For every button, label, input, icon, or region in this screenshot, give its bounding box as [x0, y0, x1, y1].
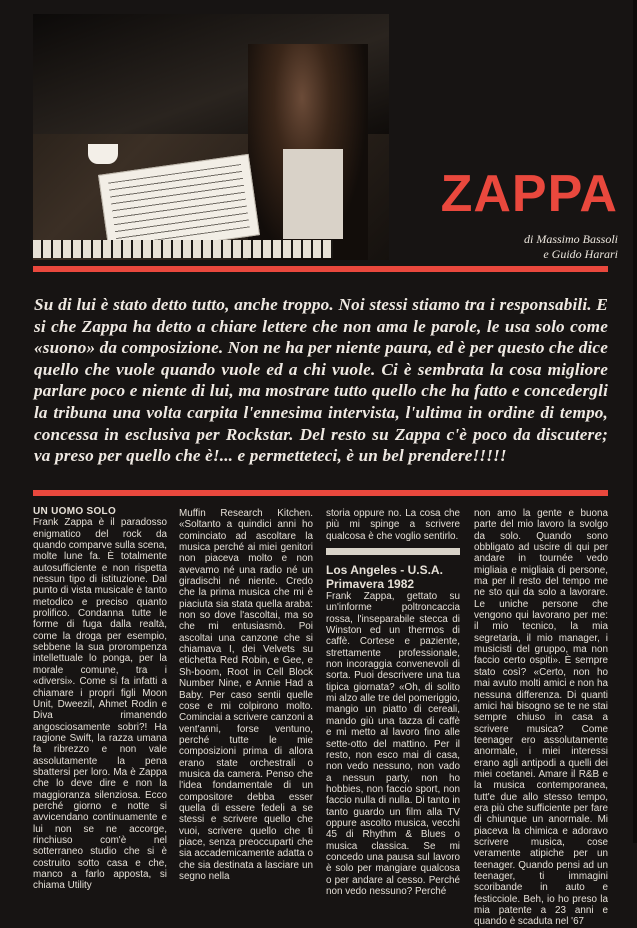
cover-photo: [33, 14, 389, 260]
byline-author-2: e Guido Harari: [543, 247, 618, 261]
column-4-text: non amo la gente e buona parte del mio lavoro la svolgo da solo. Quando sono obbligato ad uscire di qui per andare in tournée vedo migliaia e migliaia di persone, ma per il resto del tempo me ne sto qui da solo a lavorare. Le uniche persone che vengono qui lavorano per me: il mio tecnico, la mia segretaria, il mio manager, i musicisti del gruppo, ma non faccio certo ospiti». È sempre stato così? «Certo, non ho mai avuto molti amici e non ha nessuna differenza. Di quanti amici hai bisogno se te ne stai sempre chiuso in casa a scrivere musica? Come teenager ero assolutamente anormale, i miei interessi erano agli antipodi a quelli dei miei coetanei. Amare il R&B e la musica contemporanea, tutt'e due allo stesso tempo, era più che sufficiente per fare di chiunque un anormale. Mi piaceva la chimica e adoravo scrivere musica, cose veramente atipiche per un teenager. Quando pensi ad un teenager, ti immagini scoribande in auto e festicciole. Beh, io ho preso la mia patente a 23 anni e quando è scaduta nel '67: [474, 508, 608, 928]
column-4: [474, 508, 608, 928]
column-3: [326, 508, 460, 897]
dateline-place: Los Angeles - U.S.A.: [326, 563, 443, 578]
piano-keys: [33, 240, 333, 258]
column-3-text: Frank Zappa, gettato su un'informe poltroncaccia rossa, l'inseparabile stecca di Winston ed un thermos di caffè. Cortese e paziente, strettamente professionale, non incoraggia convenevoli di sorta. Puoi descrivere una tua tipica giornata? «Oh, di solito mi alzo alle tre del pomeriggio, mangio un piatto di cereali, mando giù una tazza di caffè e mi metto al lavoro fino alle sette-otto del mattino. Per il resto, non esco mai di casa, non vedo nessuno, non vado a nessun party, non ho hobbies, non faccio sport, non faccio nulla di nulla. Di tanto in tanto guardo un film alla TV oppure ascolto musica, vecchi 45 di Rhythm & Blues o musica classica. Se mi concedo una pausa sul lavoro è solo per mangiare qualcosa o per andare al cesso. Perché non vedo nessuno? Perché: [326, 591, 460, 897]
column-1: [33, 506, 167, 892]
column-3-divider: [326, 548, 460, 555]
middle-divider: [33, 490, 608, 496]
byline-author-1: di Massimo Bassoli: [523, 232, 618, 246]
column-2-text: Muffin Research Kitchen. «Soltanto a quindici anni ho cominciato ad ascoltare la musica perché ai miei genitori non piaceva molto e non avevamo né una radio né un giradischi né niente. Credo che la prima musica che mi è piaciuta sia stata quella araba: non so dove l'ascoltai, ma so che mi entusiasmò. Poi ascoltai una canzone che si chiamava I, dei Velvets su etichetta Red Robin, e Gee, e Sh-boom, Root in Cell Block Number Nine, e Annie Had a Baby. Per caso sentii quelle cose e mi colpirono molto. Cominciai a scrivere canzoni a vent'anni, forse ventuno, perché tutte le mie composizioni prima di allora erano state orchestrali o musica da camera. Penso che l'idea fondamentale di un compositore debba esser quella di essere fedeli a se stessi e scrivere quello che vuoi, scrivere quello che ti piace, senza preoccuparti che sia accademicamente adatta o che sia destinata a lasciare un segno nella: [179, 508, 313, 882]
section-heading: UN UOMO SOLO: [33, 506, 117, 517]
article-title: ZAPPA: [440, 165, 618, 223]
top-divider: [33, 266, 608, 272]
dateline: [326, 563, 460, 591]
column-1-text: Frank Zappa è il paradosso enigmatico del rock da quando comparve sulla scena, molte lune fa. È totalmente autosufficiente e non rispetta nessun tipo di istituzione. Dal punto di vista musicale è tanto metodico e preciso quanto prolifico. Condanna tutte le forme di fuga dalla realtà, come la droga per esempio, sebbene la sua prorompenza intellettuale lo ponga, per la morale comune, tra i «diversi». Come si fa infatti a chiamare i propri figli Moon Unit, Dweezil, Ahmet Rodin e Diva rimanendo angosciosamente sobri?! Ha ragione Swift, la razza umana fa ribrezzo e non vale assolutamente la pena sbattersi per loro. Ma è Zappa che lo deve dire e non la maggioranza silenziosa. Ecco perché giorno e notte si avvicendano continuamente e lui non se ne accorge, rinchiuso com'è nel sotterraneo studio che si è costruito sotto casa e che, manco a farlo apposta, si chiama Utility: [33, 517, 167, 892]
column-2: [179, 508, 313, 882]
dateline-season: Primavera 1982: [326, 577, 415, 592]
shirt-detail: [283, 149, 343, 239]
byline: [440, 232, 618, 262]
intro-paragraph: Su di lui è stato detto tutto, anche troppo. Noi stessi stiamo tra i responsabili. E si che Zappa ha detto a chiare lettere che non ama le parole, le usa solo come «suono» da composizione. Non ne ha per niente paura, ed è per questo che dice quello che vuole quando vuole ed a chi vuole. Ci è sembrata la cosa migliore parlare poco e niente di lui, ma mostrare tutto quello che ha fatto e concedergli la tribuna una volta carpita l'ennesima intervista, l'ultima in ordine di tempo, concessa in esclusiva per Rockstar. Del resto su Zappa c'è poco da discutere; va preso per quello che è!... e permetteteci, è un bel prendere!!!!!: [34, 295, 608, 466]
column-3-top-text: storia oppure no. La cosa che più mi spinge a scrivere qualcosa è che voglio sentirlo.: [326, 508, 460, 542]
page-edge: [633, 0, 637, 843]
coffee-cup: [88, 144, 118, 164]
